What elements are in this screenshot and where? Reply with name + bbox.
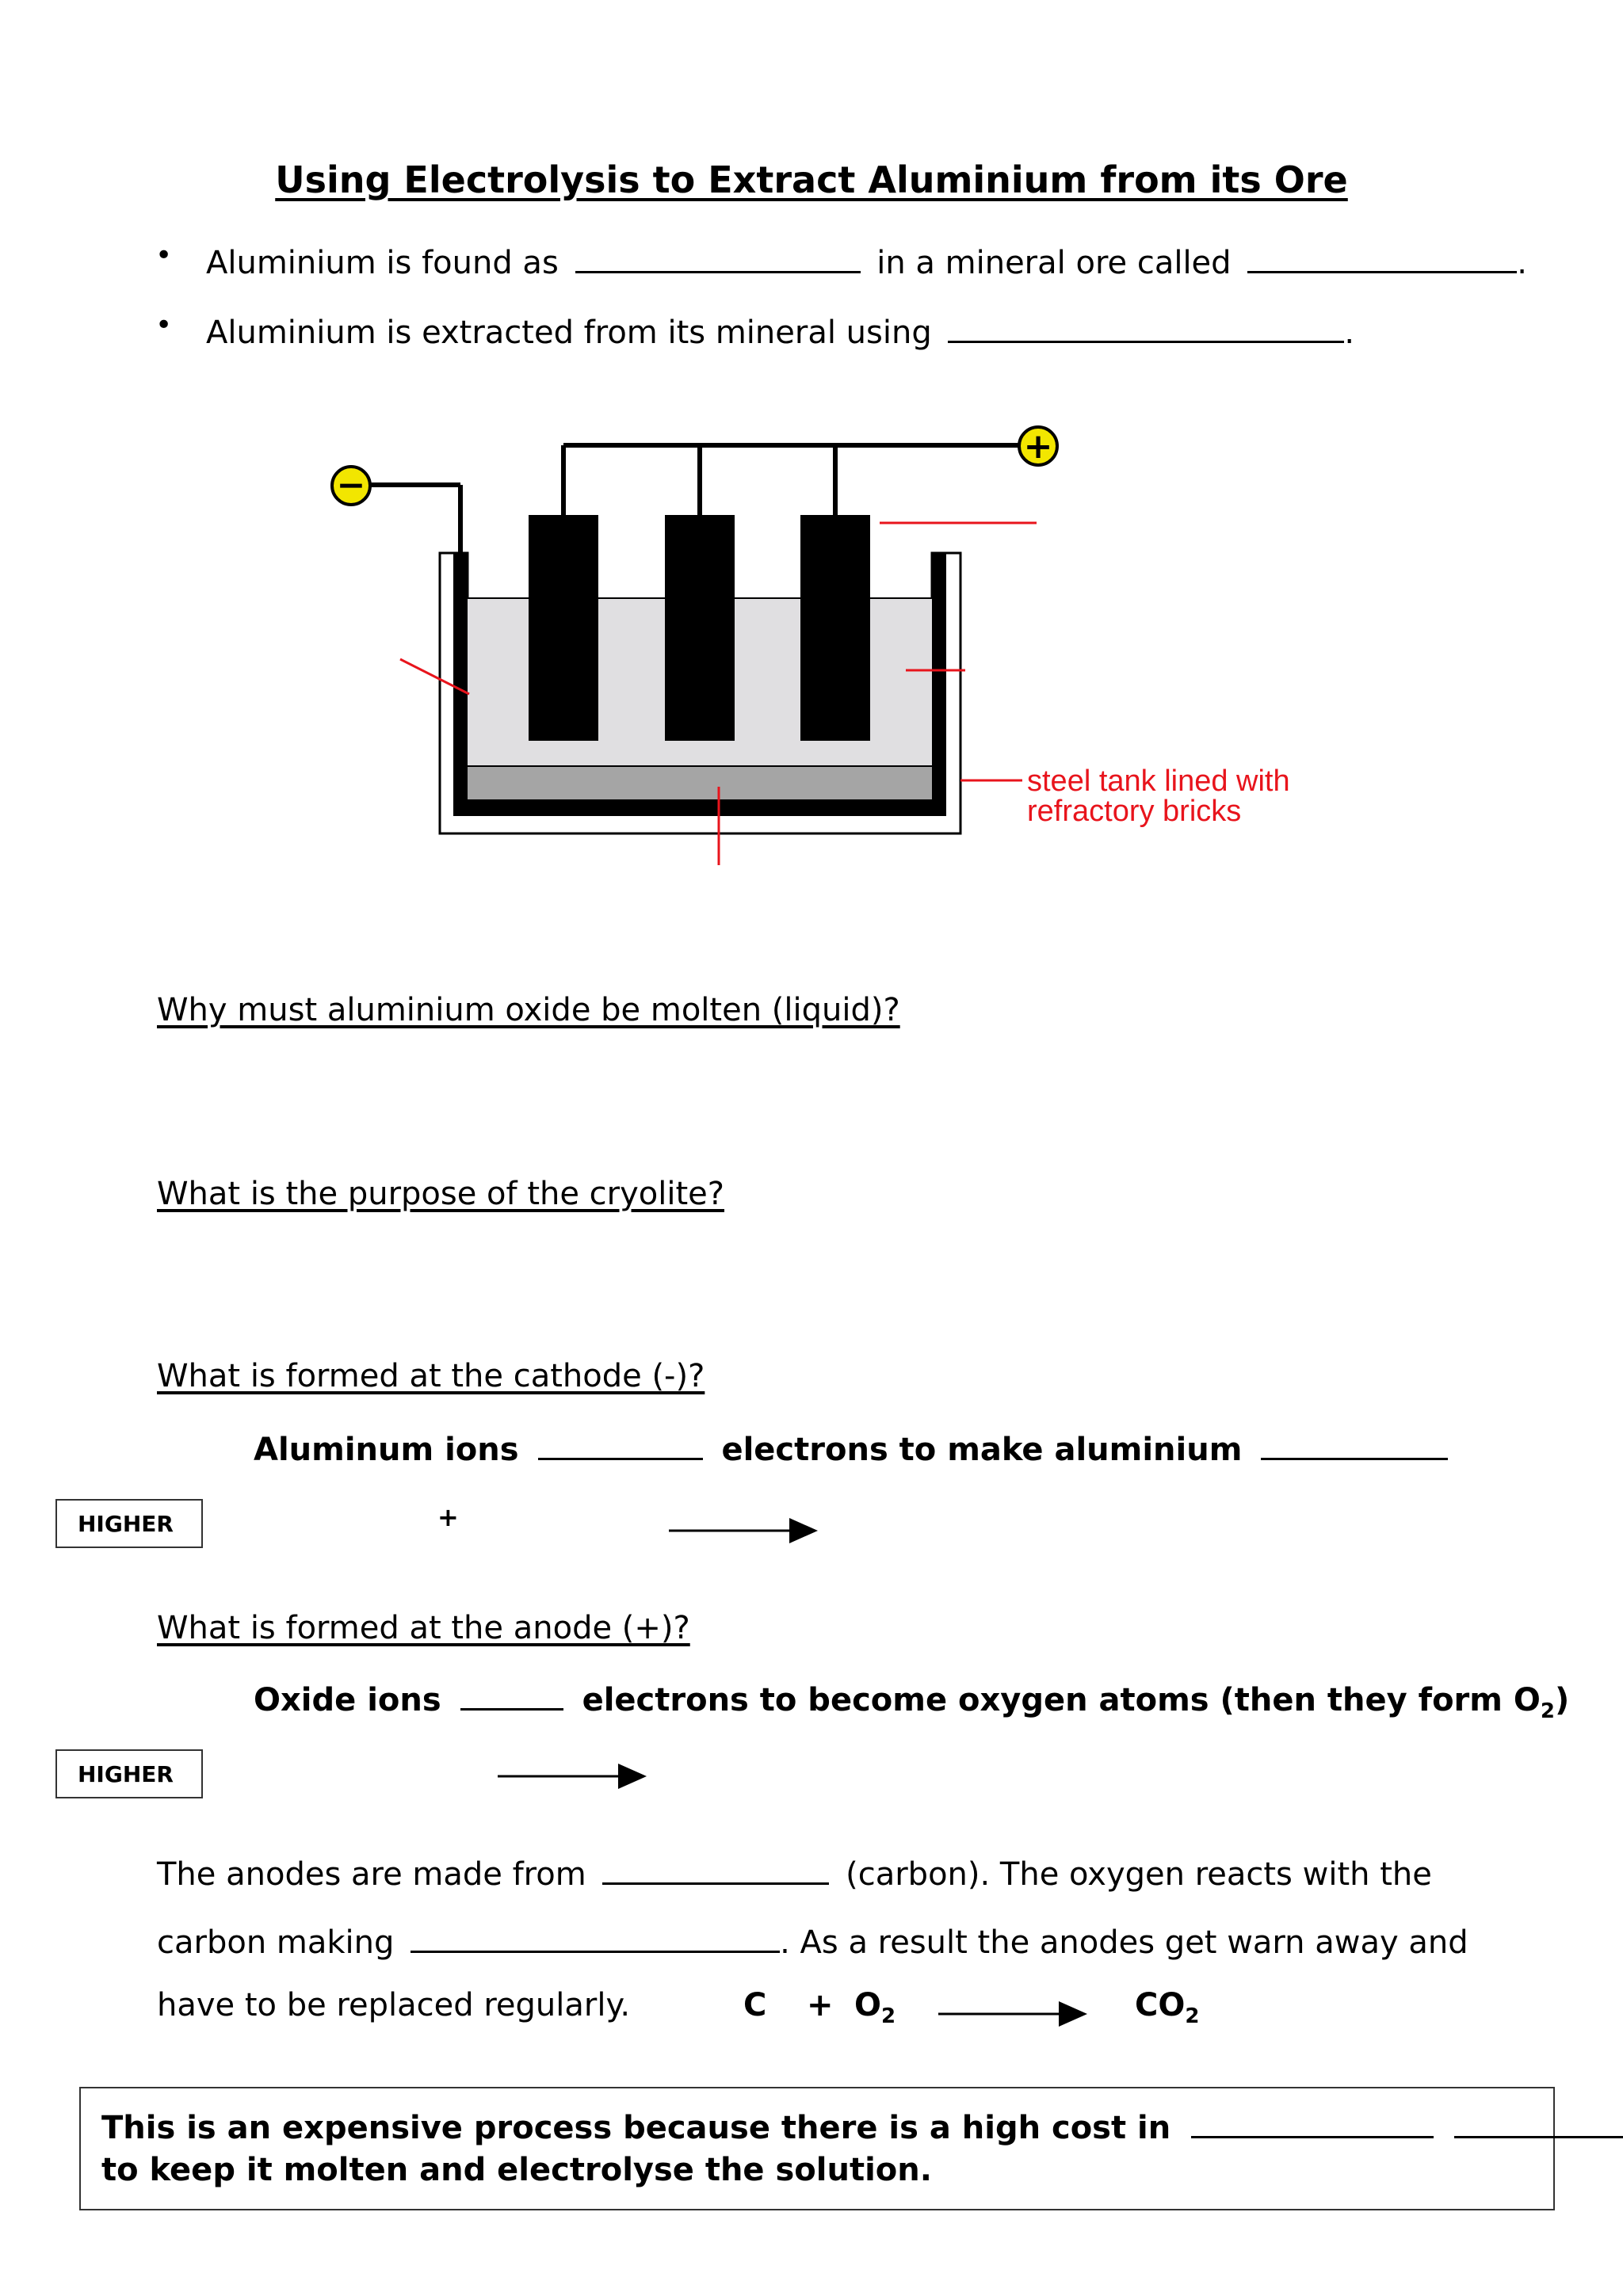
equation-oxygen: $O_2$ (854, 1987, 896, 2028)
higher-label: HIGHER (55, 1749, 203, 1798)
para-text: (carbon). The oxygen reacts with the (846, 1856, 1432, 1893)
arrow-icon (669, 1515, 819, 1547)
bullet-1-text-a: Aluminium is found as (206, 245, 559, 281)
bullet-2-text: Aluminium is extracted from its mineral using (206, 315, 932, 351)
answer-blank[interactable] (460, 1676, 563, 1711)
higher-label: HIGHER (55, 1499, 203, 1548)
anode-text-b: electrons to become oxygen atoms (then they form O (582, 1682, 1541, 1718)
tank-label-line-1: steel tank lined with (1027, 765, 1290, 798)
question-molten: Why must aluminium oxide be molten (liquid)? (157, 992, 900, 1028)
anode-text-a: Oxide ions (254, 1682, 441, 1718)
electrolysis-diagram (0, 0, 1623, 903)
cost-text: This is an expensive process because there is a high cost in (101, 2110, 1171, 2146)
cost-box-line-1 (101, 2104, 1623, 2146)
anodes-paragraph-line-2 (157, 1919, 1468, 1961)
bullet-1-text-b: in a mineral ore called (876, 245, 1232, 281)
page-title: Using Electrolysis to Extract Aluminium from its Ore (275, 158, 1348, 201)
bullet-1-end: . (1517, 245, 1527, 281)
positive-sign: + (1023, 426, 1053, 467)
carbon-anode (800, 515, 870, 741)
question-cathode: What is formed at the cathode (-)? (157, 1358, 705, 1394)
question-anode: What is formed at the anode (+)? (157, 1610, 690, 1646)
anode-text-c: ) (1554, 1682, 1570, 1718)
equation-plus: + (807, 1987, 834, 2023)
question-cryolite: What is the purpose of the cryolite? (157, 1176, 725, 1212)
bullet-dot: • (155, 239, 173, 272)
anode-subscript: 2 (1540, 1699, 1555, 1723)
plus-sign: + (437, 1502, 459, 1532)
para-text: . As a result the anodes get warn away and (780, 1924, 1468, 1961)
equation-carbon: C (743, 1987, 767, 2023)
answer-blank[interactable] (1454, 2104, 1623, 2138)
anode-sentence (254, 1676, 1569, 1723)
bullet-2-end: . (1344, 315, 1355, 351)
anodes-paragraph-line-3: have to be replaced regularly. (157, 1987, 631, 2023)
carbon-anode (665, 515, 735, 741)
molten-aluminium-layer (468, 766, 932, 799)
cathode-text-a: Aluminum ions (254, 1432, 519, 1468)
carbon-anode (529, 515, 598, 741)
negative-sign: − (336, 465, 366, 505)
answer-blank[interactable] (411, 1919, 780, 1953)
answer-blank[interactable] (538, 1426, 703, 1460)
anodes-paragraph-line-1 (157, 1851, 1432, 1893)
bullet-dot: • (155, 309, 173, 341)
cost-box-line-2: to keep it molten and electrolyse the solution. (101, 2152, 932, 2188)
para-text: carbon making (157, 1924, 395, 1961)
arrow-icon (498, 1760, 648, 1792)
cathode-sentence (254, 1426, 1448, 1468)
answer-blank[interactable] (602, 1851, 829, 1885)
answer-blank[interactable] (1261, 1426, 1448, 1460)
tank-label-line-2: refractory bricks (1027, 795, 1242, 828)
para-text: The anodes are made from (157, 1856, 586, 1893)
answer-blank[interactable] (1191, 2104, 1434, 2138)
cathode-text-b: electrons to make aluminium (721, 1432, 1243, 1468)
arrow-icon (938, 1998, 1089, 2030)
equation-co2: $CO_2$ (1135, 1987, 1200, 2028)
